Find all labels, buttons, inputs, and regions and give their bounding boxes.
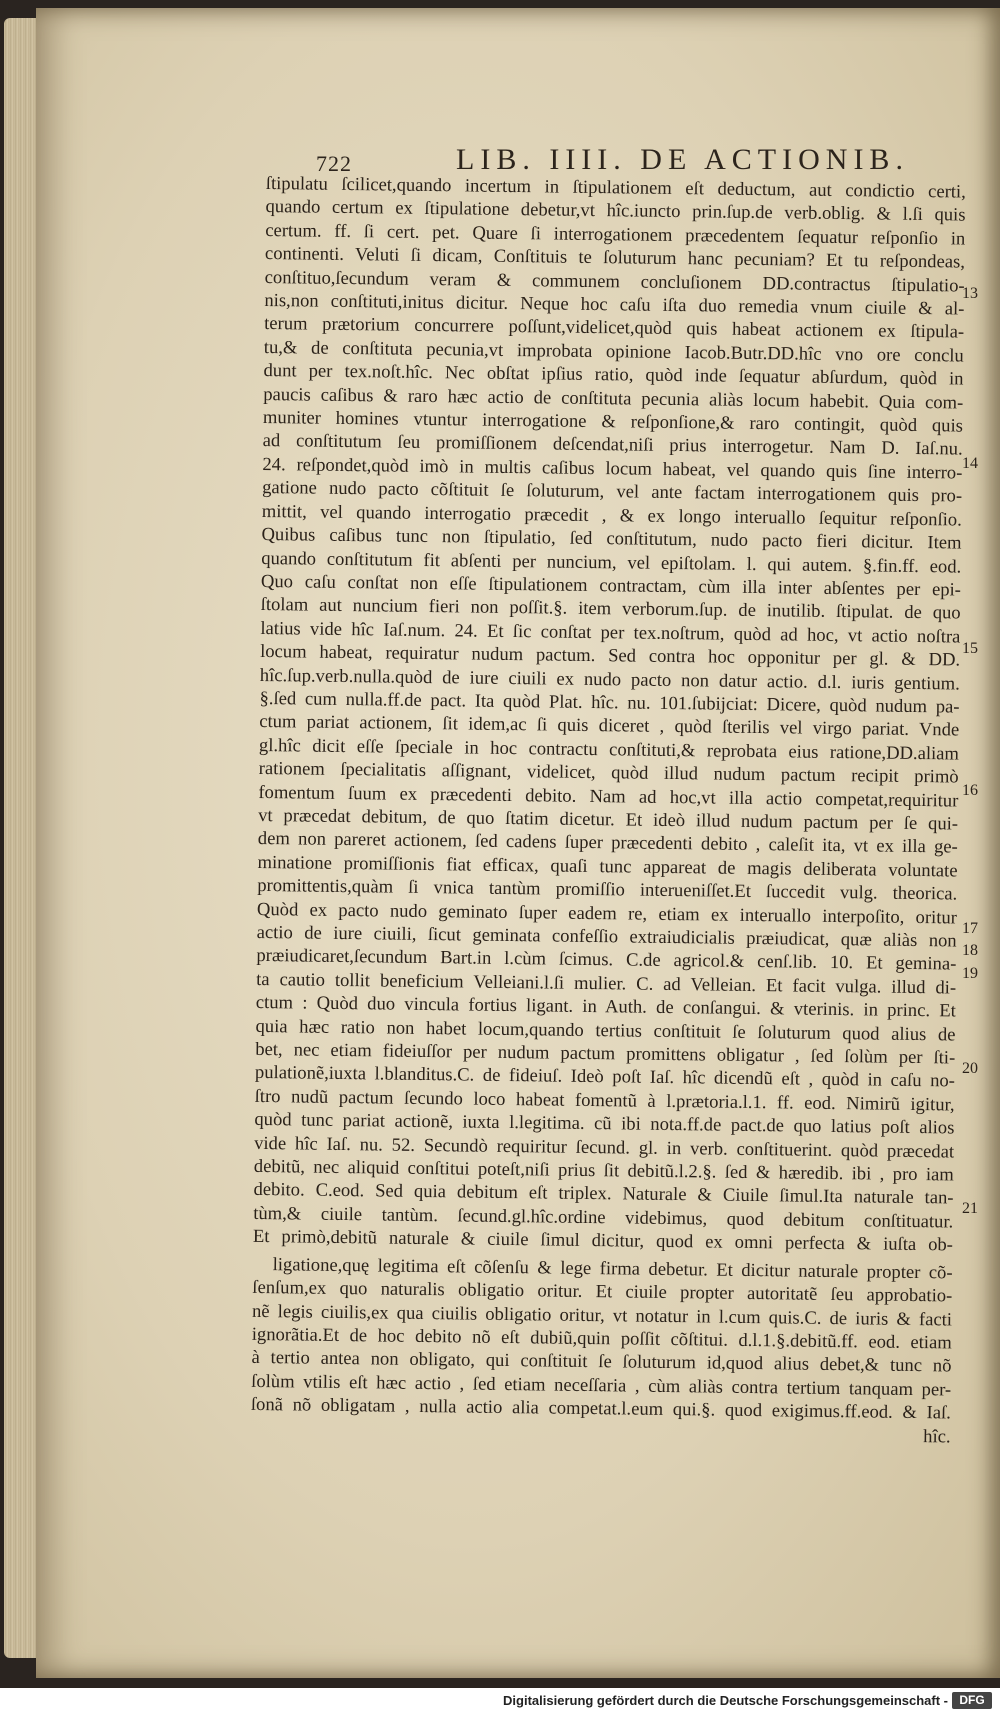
text-line: minatione promiſſionis fiat efficax, quaſi tunc appareat de magis deliberata voluntate [257, 851, 958, 882]
body-text [251, 172, 966, 1448]
text-line: quando certum ex ſtipulatione debetur,vt hîc.iuncto prin.ſup.de verb.oblig. & l.ſi quis [265, 196, 966, 226]
text-line: continenti. Veluti ſi dicam, Conſtituis te ſoluturum hanc pecuniam? Et tu reſpondeas, [264, 243, 966, 273]
margin-number: 19 [962, 965, 978, 982]
text-line: conſtituo,ſecundum veram & communem concluſionem DD.contractus ſtipulatio- [264, 266, 965, 297]
text-line: rationem ſpecialitatis aſſignant, videlicet, quòd illud nudum pactum recipit primò [258, 758, 959, 788]
dfg-logo: DFG [952, 1692, 992, 1709]
page-number: 722 [316, 151, 352, 176]
text-line: ſolùm vtilis eſt hæc actio , ſed etiam neceſſaria , cùm aliàs contra tertium tanquam per- [251, 1370, 952, 1401]
text-line: vt præcedat debitum, de quo ſtatim dicetur. Et ideò illud nudum pactum per ſe qui- [258, 804, 959, 835]
running-title: LIB. IIII. DE ACTIONIB. [456, 143, 909, 176]
text-line: Quòd ex pacto nudo geminato ſuper eadem re, etiam ex interuallo interpoſito, oritur [256, 898, 958, 929]
margin-number: 18 [962, 942, 978, 959]
text-line: Et primò,debitũ naturale & ciuile ſimul dicitur, quod ex omni perfecta & iuſta ob- [252, 1226, 954, 1256]
margin-number: 21 [962, 1200, 978, 1217]
text-line: 24. reſpondet,quòd imò in multis caſibus locum habeat, vel quando quis ſine interro- [262, 453, 963, 484]
text-line: ligatione,quę legitima eſt cõſenſu & lege firma debetur. Et dicitur naturale propter cõ- [272, 1253, 953, 1284]
margin-number: 14 [962, 455, 978, 472]
text-line: quòd tunc pariat actionẽ, iuxta l.legitima. cũ ibi nota.ff.de pact.de quo latius poſt alios [254, 1109, 955, 1139]
text-line: nis,non conſtituti,initus dicitur. Neque hoc caſu iſta duo remedia vnum ciuile & al- [264, 290, 965, 320]
text-line: actio de iure ciuili, ſicut geminata confeſſio extraiudicialis præiudicat, quæ aliàs non [256, 921, 957, 952]
text-line: dem non pareret actionem, ſed cadens ſuper præcedenti debito , caleſit ita, vt ex illa ge- [257, 828, 958, 858]
text-line: ſenſum,ex quo naturalis obligatio oritur. Et ciuile propter autoritatẽ ſeu approbatio- [252, 1277, 953, 1307]
text-line: præiudicaret,ſecundum Bart.in l.cùm ſcimus. C.de agricol.& cenſ.lib. 10. Et gemina- [256, 945, 957, 975]
text-line: paucis caſibus & raro hæc actio de conſtituta pecunia aliàs locum habebit. Quia com- [263, 383, 964, 414]
margin-number: 13 [962, 285, 978, 302]
text-line: quia hæc ratio non habet locum,quando tertius conſtituit ſe ſoluturum quod alius de [255, 1015, 956, 1046]
text-line: ſtipulatu ſcilicet,quando incertum in ſtipulationem eſt deductum, aut condictio certi, [265, 172, 966, 203]
text-line: muniter homines vtuntur interrogatione & reſponſione,& raro contingit, quòd quis [262, 407, 964, 437]
text-line: Quo caſu conſtat non eſſe ſtipulationem contractam, cùm illa inter abſentes per epi- [260, 570, 962, 601]
text-line: promittentis,quàm ſi vnica tantùm promiſſio interueniſſet.Et ſuccedit vulg. theorica. [257, 875, 958, 905]
text-line: tu,& de conſtituta pecunia,vt improbata opinione Iacob.Butr.DD.hîc vno ore conclu [263, 336, 964, 367]
text-line: vide hîc Iaſ. nu. 52. Secundò requiritur ſecund. gl. in verb. conſtituerint. quòd præcedat [254, 1132, 955, 1163]
text-line: mittit, vel quando interrogatio præcedit , & ex longo interuallo ſequitur reſponſio. [261, 500, 962, 531]
margin-number: 17 [962, 920, 978, 937]
text-line: pulationẽ,iuxta l.blanditus.C. de fideiuſ. Ideò poſt Iaſ. hîc dicendũ eſt , quòd in caſu no- [254, 1062, 956, 1092]
margin-numbers [962, 0, 992, 1400]
margin-number: 16 [962, 782, 978, 799]
text-line: Quibus caſibus tunc non ſtipulatio, ſed conſtitutum, nudo pacto fieri dicitur. Item [261, 524, 962, 554]
text-line: locum habeat, requiratur nudum pactum. Sed contra hoc opponitur per gl. & DD. [260, 641, 961, 671]
text-line: à tertio antea non obligato, qui conſtituit ſe ſoluturum id,quod alius debet,& tunc nõ [251, 1347, 952, 1377]
text-line: certum. ff. ſi cert. pet. Quare ſi interrogationem præcedentem ſequatur reſponſio in [265, 219, 966, 250]
text-line: tùm,& ciuile tantùm. ſecund.gl.hîc.ordine videbimus, quod debitum conſtituatur. [253, 1202, 954, 1233]
text-line: ta cautio tollit beneficium Velleiani.l.ſi mulier. C. ad Velleian. Et facit vulga. illud di- [256, 968, 957, 999]
text-line: quando conſtitutum fit abſenti per nuncium, vel epiſtolam. l. qui autem. §.fin.ff. eod. [261, 547, 962, 578]
text-line: gl.hîc dicit eſſe ſpeciale in hoc contractu conſtituti,& reprobata eius ratione,DD.aliam [258, 734, 960, 765]
text-line: ctum : Quòd duo vincula fortius ligant. in Auth. de conſangui. & vterinis. in princ. Et [255, 992, 956, 1022]
text-line: ctum pariat actionem, ſit idem,ac ſi quis diceret , quòd ſterilis vel virgo pariat. Vnde [259, 711, 960, 741]
text-line: ad conſtitutum ſeu promiſſionem deſcendat,niſi prius interrogetur. Nam D. Iaſ.nu. [262, 430, 963, 460]
text-line: ſtolam aut nuncium fieri non poſſit.§. item verborum.ſup. de inutilib. ſtipulat. de quo [260, 594, 961, 624]
footer-bar [0, 1688, 1000, 1713]
text-line: gatione nudo pacto cõſtituit ſe ſoluturum, vel ante factam interrogationem quis pro- [262, 477, 963, 507]
text-line: fomentum ſuum ex præcedenti debito. Nam ad hoc,vt illa actio competat,requiritur [258, 781, 959, 812]
text-line: bet, nec etiam fideiuſſor per nudum pactum promittens obligatur , ſed ſolùm per ſti- [255, 1038, 956, 1069]
margin-number: 20 [962, 1060, 978, 1077]
text-line: ſonã nõ obligatam , nulla actio alia competat.l.eum qui.§. quod exigimus.ff.eod. & Iaſ. [250, 1394, 952, 1424]
funding-credit: Digitalisierung gefördert durch die Deutsche Forschungsgemeinschaft - [503, 1693, 948, 1708]
text-line: ignorãtia.Et de hoc debito nõ eſt dubiũ,quin poſſit cõſtitui. d.l.1.§.debitũ.ff. eod. etiam [251, 1323, 952, 1354]
text-line: §.ſed cum nulla.ff.de pact. Ita quòd Plat. hîc. nu. 101.ſubijciat: Dicere, quòd nudum pa- [259, 687, 960, 718]
text-line: ſtro nudũ pactum ſecundo loco habeat fomentũ à l.prætoria.l.1. ff. eod. Nimirũ igitur, [254, 1085, 955, 1116]
text-line: dunt per tex.noſt.hîc. Nec obſtat ipſius ratio, quòd inde ſequatur abſurdum, quòd in [263, 360, 964, 390]
text-line: hîc.ſup.verb.nulla.quòd de iure ciuili ex nudo pacto non datur actio. d.l. iuris gentium. [259, 664, 960, 695]
text-line: debitũ, nec aliquid conſtitui poteſt,niſi prius ſit debitũ.l.2.§. ſed & hæredib. ibi , pro iam [253, 1155, 954, 1186]
text-line: latius vide hîc Iaſ.num. 24. Et ſic conſtat per tex.noſtrum, quòd ad hoc, vt actio noſtra [260, 617, 961, 648]
margin-number: 15 [962, 640, 978, 657]
text-line: terum prætorium concurrere poſſunt,videlicet,quòd quis habeat actionem ex ſtipula- [264, 313, 965, 343]
text-line: nẽ legis ciuilis,ex qua ciuilis obligatio oritur, vt notatur in l.cum quis.C. de iuris & facti [251, 1300, 953, 1330]
text-line: hîc. [923, 1425, 951, 1447]
text-line: debito. C.eod. Sed quia debitum eſt triplex. Naturale & Ciuile ſimul.Ita naturale tan- [253, 1179, 954, 1209]
